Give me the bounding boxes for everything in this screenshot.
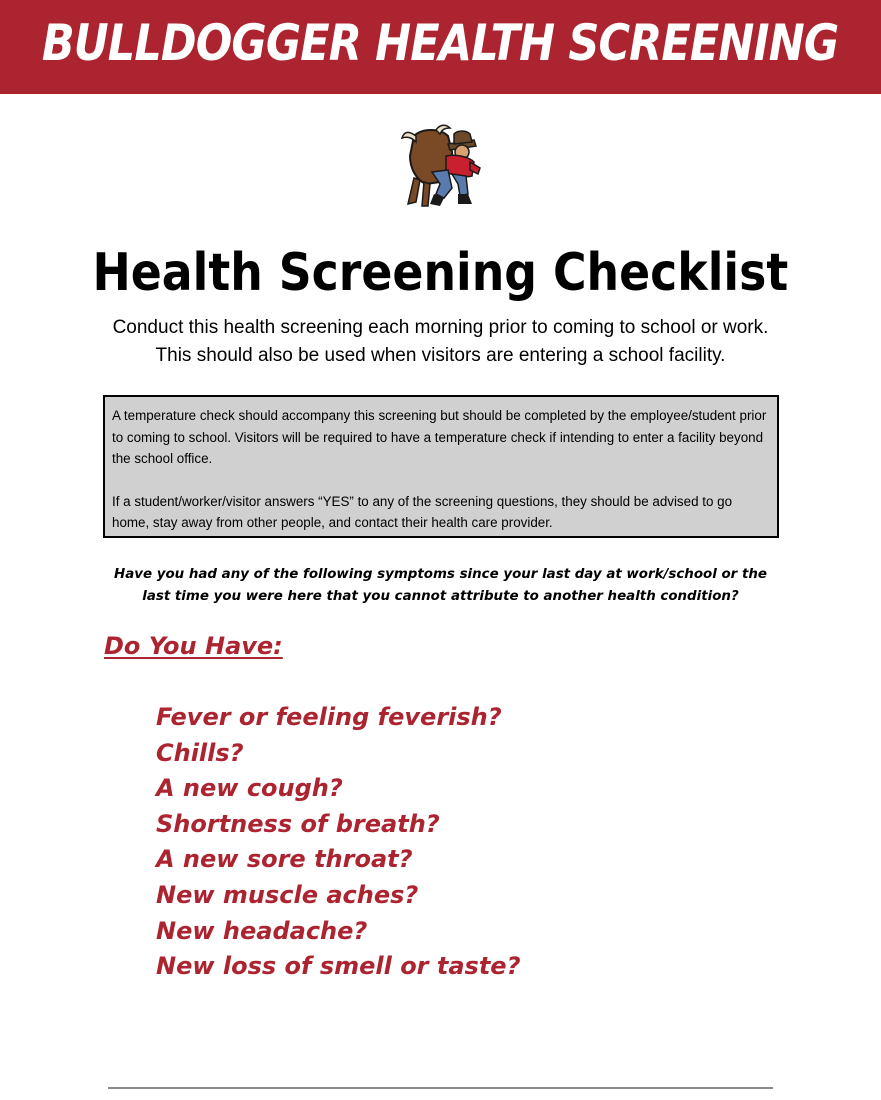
symptom-item-shortness-of-breath: Shortness of breath? [156, 809, 440, 838]
symptoms-list [156, 700, 521, 985]
symptoms-question: Have you had any of the following symptoms since your last day at work/school or the last time you were here that you cannot attribute to another health condition? [114, 567, 767, 604]
notice-paragraph-temperature: A temperature check should accompany this screening but should be completed by the employee/student prior to coming to school. Visitors will be required to have a temperature check if intending to enter a facility beyond the school office. [112, 408, 767, 466]
temperature-notice-box [103, 395, 779, 538]
symptom-item-muscle-aches: New muscle aches? [156, 880, 419, 909]
symptom-item-headache: New headache? [156, 916, 368, 945]
intro-text: Conduct this health screening each morning prior to coming to school or work. This should also be used when visitors are entering a school facility. [112, 317, 769, 366]
symptom-item-cough: A new cough? [156, 774, 343, 803]
symptom-item-loss-of-smell-taste: New loss of smell or taste? [156, 952, 521, 981]
symptom-item-sore-throat: A new sore throat? [156, 845, 413, 874]
notice-paragraph-yes-answer: If a student/worker/visitor answers “YES” to any of the screening questions, they should be advised to go home, stay away from other people, and contact their health care provider. [112, 493, 733, 530]
footer-divider [108, 1087, 773, 1089]
header-banner [0, 0, 881, 94]
banner-title: BULLDOGGER HEALTH SCREENING [42, 14, 839, 72]
symptom-item-chills: Chills? [156, 738, 244, 767]
symptoms-heading: Do You Have: [104, 632, 283, 660]
symptom-item-fever: Fever or feeling feverish? [156, 703, 502, 731]
page-title-text: Health Screening Checklist [92, 243, 789, 303]
page-title [0, 238, 881, 308]
bulldogger-mascot-icon [396, 122, 486, 208]
